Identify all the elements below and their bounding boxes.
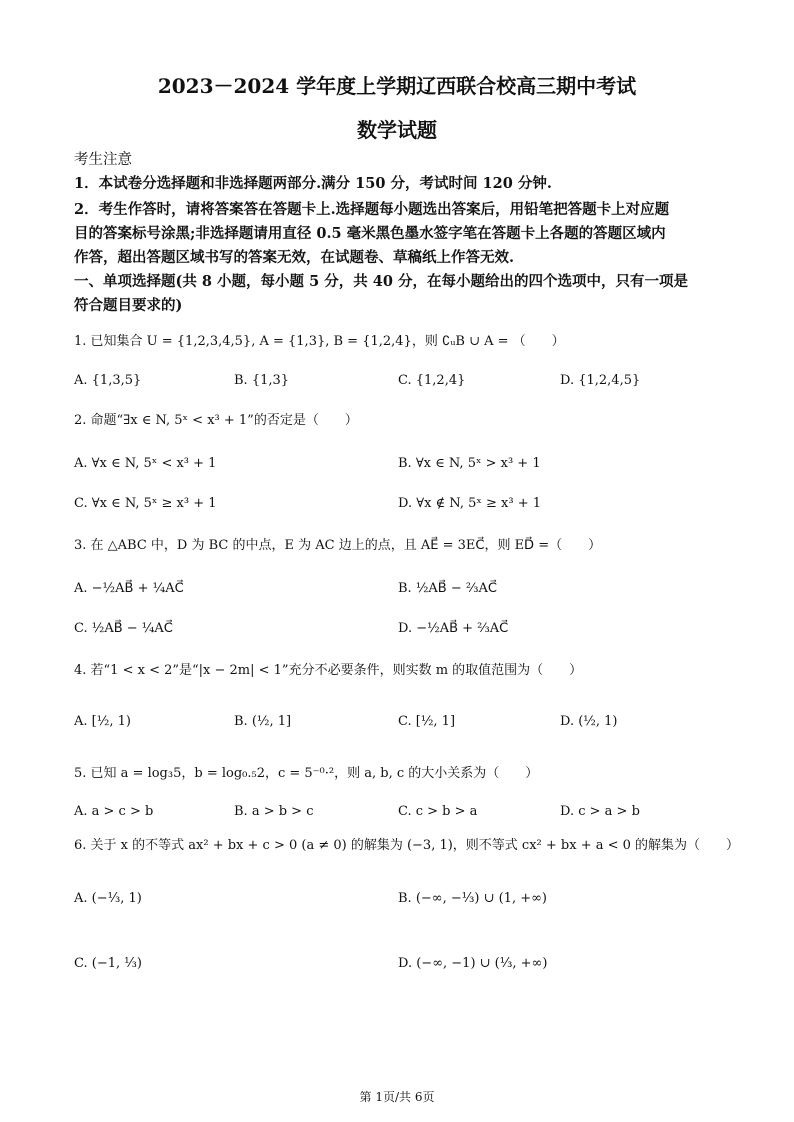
question-2-option-b: B. ∀x ∈ N, 5ˣ > x³ + 1 <box>398 456 541 471</box>
question-3-option-b: B. ½AB⃗ − ⅔AC⃗ <box>398 581 497 596</box>
notice-line-1: 1．本试卷分选择题和非选择题两部分.满分 150 分，考试时间 120 分钟. <box>74 175 552 192</box>
question-1-stem: 1. 已知集合 U = {1,2,3,4,5}, A = {1,3}, B = {1,2,4}，则 ∁ᵤB ∪ A = （ ） <box>74 334 565 349</box>
question-1-option-a: A. {1,3,5} <box>74 373 142 388</box>
notice-line-4: 作答，超出答题区域书写的答案无效，在试题卷、草稿纸上作答无效. <box>74 249 515 266</box>
question-4-stem: 4. 若“1 < x < 2”是“|x − 2m| < 1”充分不必要条件，则实数 m 的取值范围为（ ） <box>74 663 583 678</box>
question-6-stem: 6. 关于 x 的不等式 ax² + bx + c > 0 (a ≠ 0) 的解集为 (−3, 1)，则不等式 cx² + bx + a < 0 的解集为（ ） <box>74 838 740 853</box>
section-heading-line-2: 符合题目要求的) <box>74 297 183 314</box>
question-2-option-a: A. ∀x ∈ N, 5ˣ < x³ + 1 <box>74 456 217 471</box>
section-heading-line-1: 一、单项选择题(共 8 小题，每小题 5 分，共 40 分，在每小题给出的四个选项中，只有一项是 <box>74 273 689 290</box>
question-2-option-d: D. ∀x ∉ N, 5ˣ ≥ x³ + 1 <box>398 496 542 511</box>
question-3-option-d: D. −½AB⃗ + ⅔AC⃗ <box>398 621 509 636</box>
question-4-option-b: B. (½, 1] <box>234 714 292 729</box>
question-5-stem: 5. 已知 a = log₃5，b = log₀.₅2，c = 5⁻⁰·²，则 a, b, c 的大小关系为（ ） <box>74 766 539 781</box>
question-3-stem: 3. 在 △ABC 中，D 为 BC 的中点，E 为 AC 边上的点，且 AE⃗ = 3EC⃗，则 ED⃗ =（ ） <box>74 538 602 553</box>
question-6-option-a: A. (−⅓, 1) <box>74 891 142 906</box>
page-footer: 第 1页/共 6页 <box>359 1090 435 1104</box>
question-2-stem: 2. 命题“∃x ∈ N, 5ˣ < x³ + 1”的否定是（ ） <box>74 413 358 428</box>
notice-line-2: 2．考生作答时，请将答案答在答题卡上.选择题每小题选出答案后，用铅笔把答题卡上对应题 <box>74 201 670 218</box>
question-1-option-d: D. {1,2,4,5} <box>560 373 641 388</box>
question-5-option-b: B. a > b > c <box>234 804 314 819</box>
question-4-option-c: C. [½, 1] <box>398 714 456 729</box>
question-6-option-d: D. (−∞, −1) ∪ (⅓, +∞) <box>398 956 548 971</box>
question-6-option-c: C. (−1, ⅓) <box>74 956 142 971</box>
question-3-option-a: A. −½AB⃗ + ¼AC⃗ <box>74 581 184 596</box>
question-6-option-b: B. (−∞, −⅓) ∪ (1, +∞) <box>398 891 547 906</box>
notice-heading: 考生注意 <box>74 152 132 168</box>
question-3-option-c: C. ½AB⃗ − ¼AC⃗ <box>74 621 173 636</box>
question-5-option-c: C. c > b > a <box>398 804 478 819</box>
notice-line-3: 目的答案标号涂黑;非选择题请用直径 0.5 毫米黑色墨水签字笔在答题卡上各题的答题区域内 <box>74 225 666 242</box>
question-5-option-d: D. c > a > b <box>560 804 640 819</box>
question-4-option-d: D. (½, 1) <box>560 714 618 729</box>
exam-title: 2023－2024 学年度上学期辽西联合校高三期中考试 <box>157 74 637 98</box>
question-5-option-a: A. a > c > b <box>74 804 154 819</box>
question-2-option-c: C. ∀x ∈ N, 5ˣ ≥ x³ + 1 <box>74 496 217 511</box>
question-1-option-c: C. {1,2,4} <box>398 373 466 388</box>
question-4-option-a: A. [½, 1) <box>74 714 131 729</box>
exam-subtitle: 数学试题 <box>357 118 437 142</box>
question-1-option-b: B. {1,3} <box>234 373 290 388</box>
